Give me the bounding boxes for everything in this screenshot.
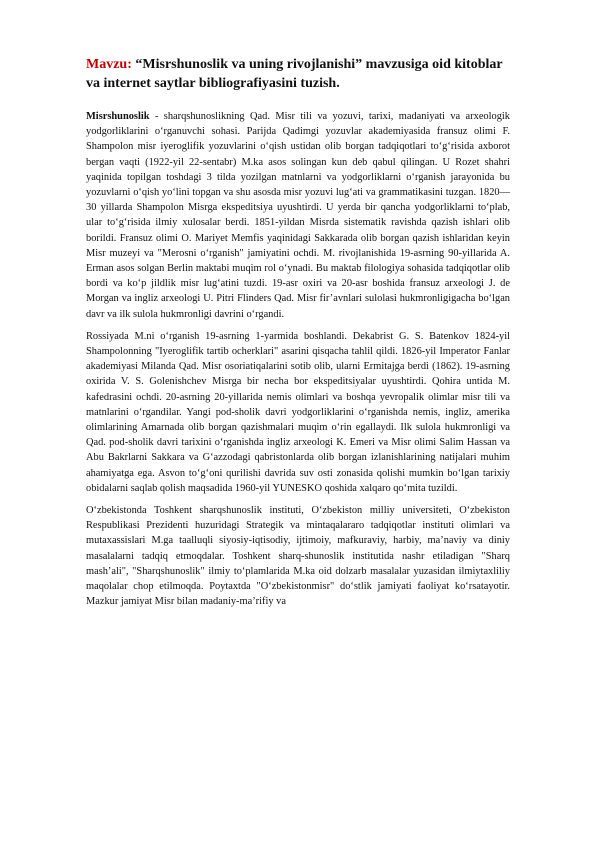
defined-term: Misrshunoslik — [86, 111, 150, 122]
paragraph-3: O‘zbekistonda Toshkent sharqshunoslik instituti, O‘zbekiston milliy universiteti, O‘zbekiston Respublikasi Prezidenti huzuridagi Strategik va mintaqalararo tadqiqotlar instituti olimlari va mutaxassislari M.ga taalluqli siyosiy-iqtisodiy, ijtimoiy, mafkuraviy, harbiy, ma’naviy va diniy masalalarni tadqiq etmoqdalar. Toshkent sharq-shunoslik institutida nashr etiladigan "Sharq mash’ali", "Sharqshunoslik" ilmiy to‘plamlarida M.ka oid dolzarb masalalar yuzasidan ilmiytaxliliy maqolalar chop etilmoqda. Poytaxtda "O‘zbekistonmisr" do‘stlik jamiyati faoliyat ko‘rsatayotir. Mazkur jamiyat Misr bilan madaniy-ma’rifiy va — [86, 505, 510, 608]
topic-title-text: “Misrshunoslik va uning rivojlanishi” mavzusiga oid kitoblar va internet saytlar bibliografiyasini tuzish. — [86, 57, 503, 91]
document-page — [86, 55, 510, 617]
paragraph-1 — [86, 109, 510, 322]
topic-label: Mavzu: — [86, 57, 132, 72]
paragraph-2: Rossiyada M.ni o‘rganish 19-asrning 1-yarmida boshlandi. Dekabrist G. S. Batenkov 1824-yil Shampolonning "Iyeroglifik tartib ocherklari" asarini qisqacha tahlil qildi. 1826-yil Imperator Fanlar akademiyasi Milanda Qad. Misr osoriatiqalarini sotib olib, ularni Ermitajga berdi (1862). 19-asrning oxirida V. S. Golenishchev Misrga bir necha bor ekspeditsiyalar uyushtirdi. Qohira untida M. kafedrasini ochdi. 20-asrning 20-yillarida nemis olimlari va boshqa yevropalik olimlar misr tili va matnlarini o‘rgandilar. Yangi pod-sholik davri yodgorliklarini o‘rganishda nemis, ingliz, amerika olimlarining Amarnada olib borgan qazishmalari muqim o‘rin egallaydi. Ilk sulola hukmronligi va Qad. pod-sholik davri tarixini o‘rganishda ingliz arxeologi K. Emeri va Misr olimi Salim Hassan va Abu Bakrlarni Sakkara va G‘azzodagi qabristonlarda olib borgan izlanishlarining natijalari muhim ahamiyatga ega. Asvon to‘g‘oni qurilishi davrida suv osti zonasida qolishi mumkin bo‘lgan tarixiy obidalarni saqlab qolish maqsadida 1960-yil YUNESKO qoshida xalqaro qo‘mita tuzildi. — [86, 330, 510, 494]
page-title — [86, 55, 510, 93]
paragraph-1-text: - sharqshunoslikning Qad. Misr tili va yozuvi, tarixi, madaniyati va arxeologik yodgorliklarini o‘rganuvchi sohasi. Parijda Qadimgi yozuvlar akademiyasida fransuz olimi F. Shampolon misr iyeroglifik yozuvlarini o‘qish ustidan olib borgan tadqiqotlari to‘g‘risida axborot bergan vaqti (1922-yil 22-sentabr) M.ka asos solingan kun deb qabul qilingan. U Rozet shahri yaqinida topilgan toshdagi 3 tilda yozilgan matnlarni va yodgorliklarni o‘rganish jarayonida bu yozuvlarni o‘qish yo‘lini topgan va shu asosda misr yozuvi lug‘ati va grammatikasini tuzgan. 1820—30 yillarda Shampolon Misrga ekspeditsiya uyushtirdi. U yerda bir qancha yodgorliklarni to‘plab, ular to‘g‘risida ilmiy xulosalar berdi. 1851-yildan Misrda sistematik ravishda qazish ishlari olib borildi. Fransuz olimi O. Mariyet Memfis yaqinidagi Sakkarada olib borgan qazish ishlaridan keyin Misr muzeyi va "Merosni o‘rganish" jamiyatini ochdi. M. rivojlanishida 19-asrning 90-yillarida A. Erman asos solgan Berlin maktabi muqim rol o‘ynadi. Bu maktab filologiya sohasida tadqiqotlar olib bordi va ko‘p jildlik misr lug‘atini tuzdi. 19-asr oxiri va 20-asr boshida fransuz arxeologi J. de Morgan va ingliz arxeologi U. Pitri Flinders Qad. Misr fir’avnlari sulolasi hukmronligigacha bo‘lgan davr va ilk sulola hukmronligi davrini o‘rgandi. — [86, 111, 510, 320]
